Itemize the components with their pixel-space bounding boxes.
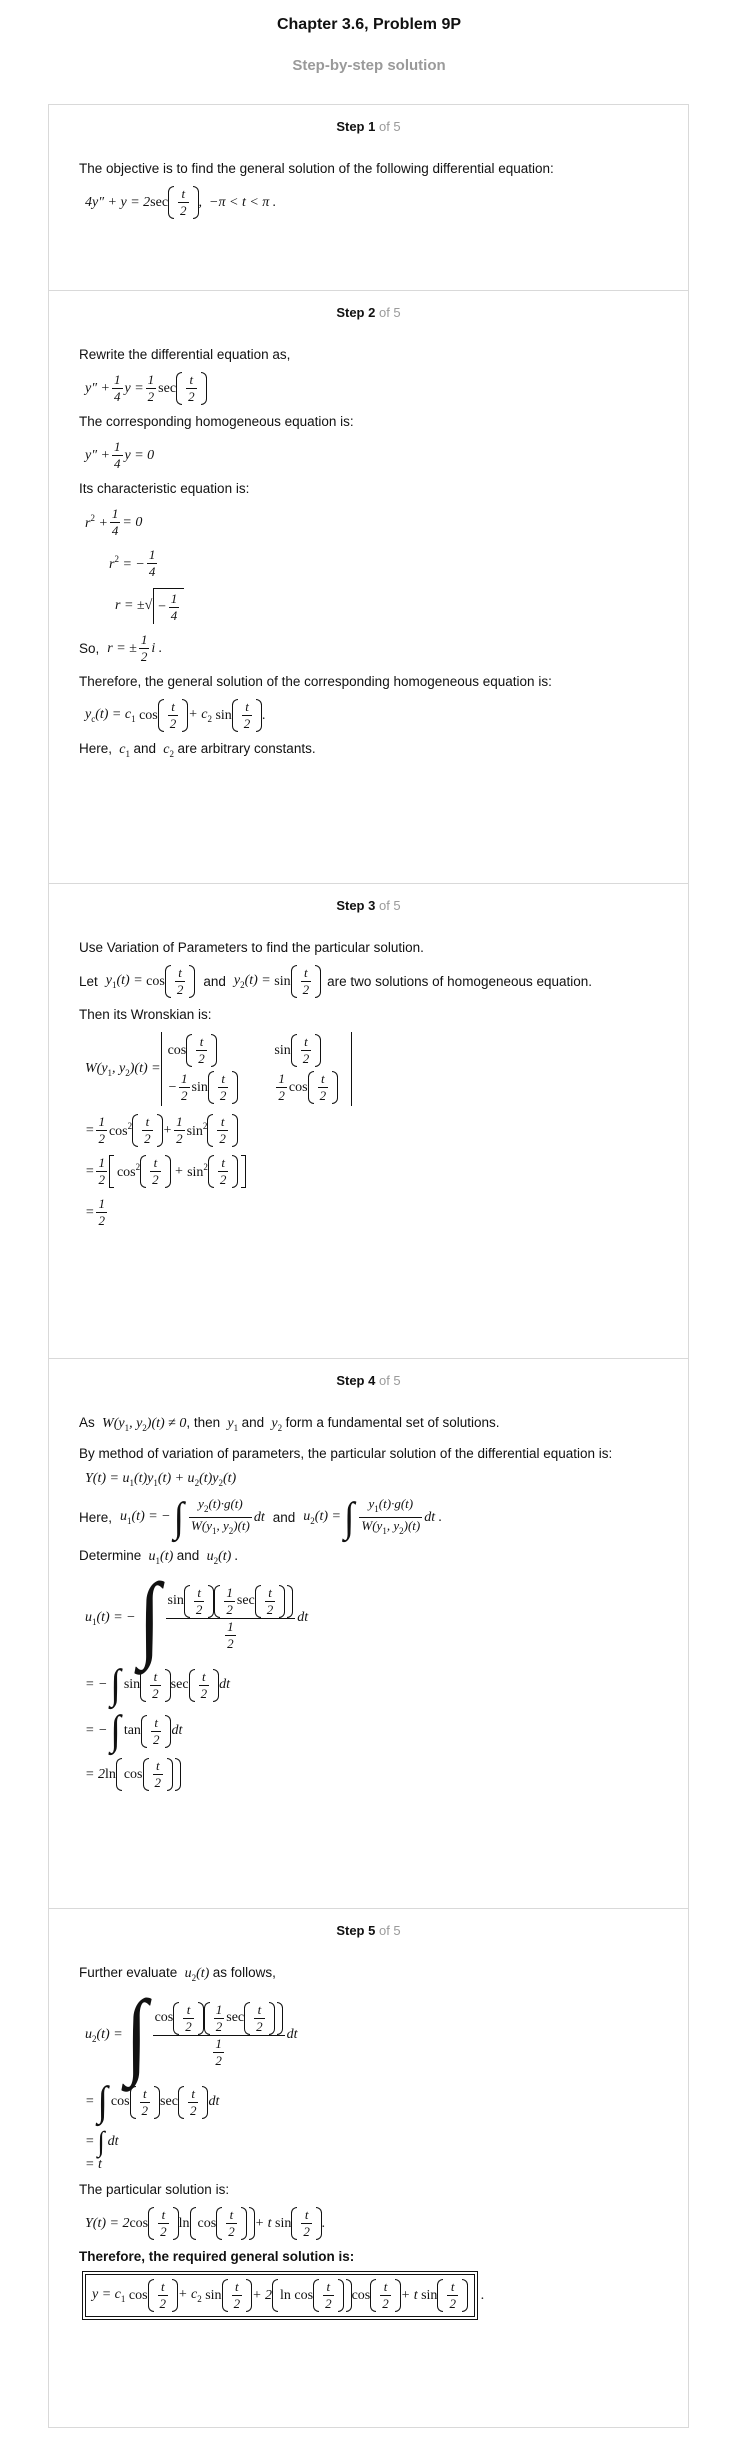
step-text: By method of variation of parameters, the particular solution of the differential equation is: <box>79 1446 613 1461</box>
step-text: Its characteristic equation is: <box>79 481 250 496</box>
step-text: Determine $u_1(t)$ and $u_2(t)$ . <box>79 1548 239 1566</box>
equation: Y(t) = 2 cos $\frac{t}{2}$ ln cos $\frac{t}{2}$ + t sin $\frac{t}{2}$ . <box>85 2207 326 2239</box>
equation: = − ∫ tan $\frac{t}{2}$ dt <box>85 1707 183 1755</box>
page-subtitle: Step-by-step solution <box>292 57 446 74</box>
equation: Here, $u_1(t)$ = − ∫ $\frac{y_2(t)\cdot g(t)}{W(y_1, y_2)(t)}$ dt and $u_2(t)$ = ∫ $\frac{y_1(t)\cdot g(t)}{W(y_1, y_2)(t)}$ dt . <box>79 1494 443 1541</box>
step-title: Step 3 of 5 <box>336 898 401 913</box>
step-text: Therefore, the general solution of the corresponding homogeneous equation is: <box>79 674 552 689</box>
equation: = ∫ dt <box>85 2125 119 2158</box>
step-text: As $W(y_1$, $y_2)(t) \ne 0$, then $y_1$ and $y_2$ form a fundamental set of solutions. <box>79 1415 500 1433</box>
step-title: Step 4 of 5 <box>336 1373 401 1388</box>
step-2 <box>49 291 688 884</box>
step-text: Rewrite the differential equation as, <box>79 347 291 362</box>
equation: = $\frac{1}{2}$ $\cos^2$ $\frac{t}{2}$ + $\sin^2$ $\frac{t}{2}$ <box>85 1155 658 1188</box>
step-4 <box>49 1359 688 1909</box>
equation: y″ + $\frac{1}{4}$ y = $\frac{1}{2}$ sec $\frac{t}{2}$ <box>85 372 658 405</box>
equation: Let $y_1(t)$ = cos $\frac{t}{2}$ and $y_2(t)$ = sin $\frac{t}{2}$ are two solutions of homogeneous equation. <box>79 965 593 997</box>
equation: $y_c(t) = c_1$ cos $\frac{t}{2}$ + $c_2$ sin $\frac{t}{2}$ . <box>85 699 266 731</box>
step-text: Further evaluate $u_2(t)$ as follows, <box>79 1965 276 1983</box>
equation: = $\frac{1}{2}$ <box>85 1196 105 1228</box>
page-header <box>0 14 738 76</box>
equation: $W(y_1$, $y_2)(t)$ = cos $\frac{t}{2}$ sin $\frac{t}{2}$ − $\frac{1}{2}$ sin $\frac{t}{2}$ $\frac{1}{2}$ cos $\frac{t}{2}$ <box>85 1032 658 1106</box>
final-answer: $y = c_1$ cos $\frac{t}{2}$ + $c_2$ sin $\frac{t}{2}$ + 2 ln cos $\frac{t}{2}$ cos $\frac{t}{2}$ + t sin $\frac{t}{2}$ . <box>85 2274 658 2317</box>
equation: r = ± √ − $\frac{1}{4}$ <box>115 588 658 624</box>
step-text: Therefore, the required general solution is: <box>79 2249 355 2264</box>
step-text: The corresponding homogeneous equation is: <box>79 414 354 429</box>
step-title: Step 5 of 5 <box>336 1923 401 1938</box>
equation: $Y(t) = u_1(t)y_1(t) + u_2(t)y_2(t)$ <box>85 1471 237 1488</box>
equation: 4y″ + y = 2 sec $\frac{t}{2}$ , −π < t < π . <box>85 186 277 218</box>
step-5 <box>49 1909 688 2427</box>
page-title: Chapter 3.6, Problem 9P <box>276 16 462 33</box>
step-text: Then its Wronskian is: <box>79 1007 212 1022</box>
step-text: The objective is to find the general solution of the following differential equation: <box>79 161 554 176</box>
step-3 <box>49 884 688 1359</box>
equation: $r^2$ = − $\frac{1}{4}$ <box>109 547 156 579</box>
step-text: The particular solution is: <box>79 2182 230 2197</box>
step-title: Step 2 of 5 <box>336 305 401 320</box>
equation: = $\frac{1}{2}$ $\cos^2$ $\frac{t}{2}$ + $\frac{1}{2}$ $\sin^2$ $\frac{t}{2}$ <box>85 1114 658 1147</box>
equation: = ∫ cos $\frac{t}{2}$ sec $\frac{t}{2}$ dt <box>85 2078 220 2126</box>
equation: = t <box>85 2157 102 2172</box>
equation: = − ∫ sin $\frac{t}{2}$ sec $\frac{t}{2}$ dt <box>85 1661 230 1709</box>
equation: y″ + $\frac{1}{4}$ y = 0 <box>85 439 155 471</box>
equation: $u_1(t)$ = − ∫ sin $\frac{t}{2}$ $\frac{1}{2}$ sec $\frac{t}{2}$ $\frac{1}{2}$ dt <box>85 1565 309 1671</box>
step-title: Step 1 of 5 <box>336 119 401 134</box>
step-text: Use Variation of Parameters to find the particular solution. <box>79 940 424 955</box>
equation: = 2 ln cos $\frac{t}{2}$ <box>85 1758 658 1791</box>
step-text: Here, $c_1$ and $c_2$ are arbitrary constants. <box>79 741 316 759</box>
equation: $u_2(t)$ = ∫ cos $\frac{t}{2}$ $\frac{1}{2}$ sec $\frac{t}{2}$ $\frac{1}{2}$ dt <box>85 1982 298 2088</box>
equation: $r^2$ + $\frac{1}{4}$ = 0 <box>85 506 143 538</box>
equation: So, r = ± $\frac{1}{2}$ i . <box>79 632 163 664</box>
solution-steps <box>48 104 689 2428</box>
step-1 <box>49 105 688 291</box>
